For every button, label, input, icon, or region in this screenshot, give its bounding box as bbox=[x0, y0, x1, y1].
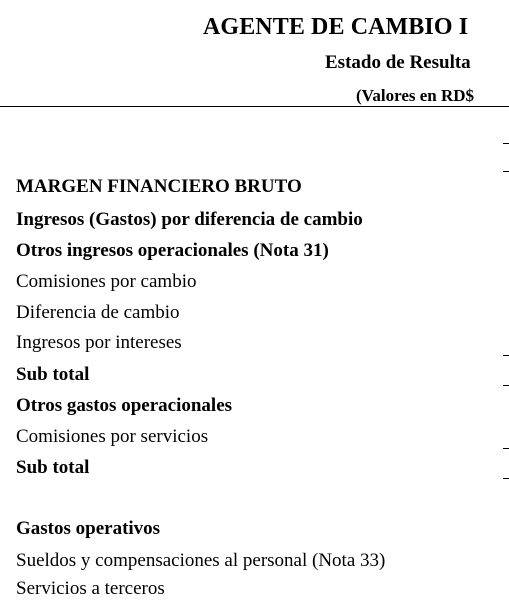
row-comisiones-por-servicios: Comisiones por servicios bbox=[16, 426, 209, 447]
column-tick bbox=[503, 171, 509, 172]
row-sueldos-compensaciones: Sueldos y compensaciones al personal (Nota 33) bbox=[16, 550, 386, 571]
report-title: AGENTE DE CAMBIO I bbox=[203, 14, 469, 40]
column-tick bbox=[503, 385, 509, 386]
column-tick bbox=[503, 448, 509, 449]
header-rule bbox=[0, 106, 509, 107]
row-otros-ingresos-operacionales: Otros ingresos operacionales (Nota 31) bbox=[16, 240, 329, 261]
row-servicios-a-terceros: Servicios a terceros bbox=[16, 578, 165, 599]
column-tick bbox=[503, 478, 509, 479]
section-heading-gastos-operativos: Gastos operativos bbox=[16, 518, 161, 539]
row-comisiones-por-cambio: Comisiones por cambio bbox=[16, 271, 197, 292]
section-heading-margen-financiero: MARGEN FINANCIERO BRUTO bbox=[16, 176, 302, 197]
row-diferencia-de-cambio: Diferencia de cambio bbox=[16, 302, 180, 323]
row-sub-total: Sub total bbox=[16, 364, 90, 385]
row-sub-total: Sub total bbox=[16, 457, 90, 478]
report-units: (Valores en RD$ bbox=[356, 86, 475, 105]
row-otros-gastos-operacionales: Otros gastos operacionales bbox=[16, 395, 233, 416]
column-tick bbox=[503, 355, 509, 356]
column-tick bbox=[503, 143, 509, 144]
row-ingresos-gastos-diferencia-cambio: Ingresos (Gastos) por diferencia de cambio bbox=[16, 209, 363, 230]
row-ingresos-por-intereses: Ingresos por intereses bbox=[16, 332, 182, 353]
report-subtitle: Estado de Resulta bbox=[325, 52, 471, 73]
